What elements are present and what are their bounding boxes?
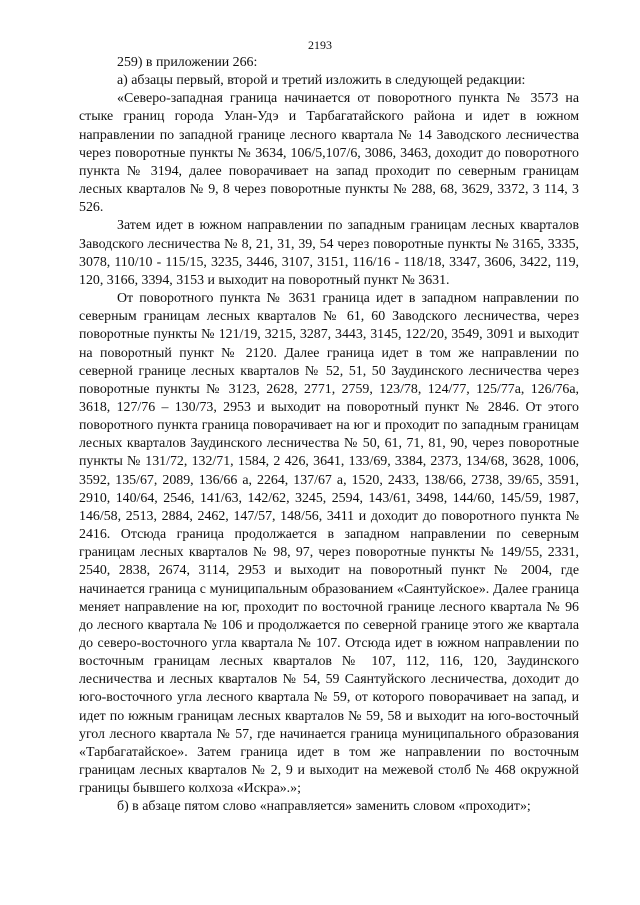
page-number: 2193: [308, 38, 332, 52]
paragraph-boundary-west: От поворотного пункта № 3631 граница идет в западном направлении по северным границам лесных кварталов № 61, 60 Заводского лесничества, через поворотные пункты № 121/19, 3215, 3287, 3443, 3145, 122/20, 3549, 3091 и выходит на поворотный пункт № 2120. Далее граница идет в том же направлении по северной границе лесных кварталов № 52, 51, 50 Заудинского лесничества через поворотные пункты № 3123, 2628, 2771, 2759, 123/78, 124/77, 125/77а, 126/76а, 3618, 127/76 – 130/73, 2953 и выходит на поворотный пункт № 2846. От этого поворотного пункта граница поворачивает на юг и проходит по западным границам лесных кварталов Заудинского лесничества № 50, 61, 71, 81, 90, через поворотные пункты № 131/72, 132/71, 1584, 2 426, 3641, 133/69, 3384, 2373, 134/68, 3628, 1006, 3592, 135/67, 2089, 136/66 а, 2264, 137/67 а, 1520, 2433, 138/66, 2738, 39/65, 3591, 2910, 140/64, 2546, 141/63, 142/62, 3245, 2594, 143/61, 3498, 144/60, 145/59, 1987, 146/58, 2513, 2884, 2462, 147/57, 148/56, 3411 и доходит до поворотного пункта № 2416. Отсюда граница продолжается в западном направлении по северным границам лесных кварталов № 98, 97, через поворотные пункты № 149/55, 2331, 2540, 2838, 2674, 3114, 2953 и выходит на поворотный пункт № 2004, где начинается граница с муниципальным образованием «Саянтуйское». Далее граница меняет направление на юг, проходит по восточной границе лесного квартала № 96 до лесного квартала № 106 и продолжается по северной границе этого же квартала до северо-восточного угла квартала № 107. Отсюда идет в южном направлении по восточным границам лесных кварталов № 107, 112, 116, 120, Заудинского лесничества и лесных кварталов № 54, 59 Саянтуйского лесничества, доходит до юго-восточного угла лесного квартала № 59, от которого поворачивает на запад, и идет по южным границам лесных кварталов № 59, 58 и выходит на юго-восточный угол лесного квартала № 57, где начинается граница муниципального образования «Тарбагатайское». Затем граница идет в том же направлении по восточным границам лесных кварталов № 2, 9 и выходит на межевой столб № 468 окружной границы бывшего колхоза «Искра».»;: [79, 291, 579, 797]
paragraph-subitem-b: б) в абзаце пятом слово «направляется» заменить словом «проходит»;: [117, 799, 531, 815]
paragraph-northwest-boundary-start: «Северо-западная граница начинается от поворотного пункта № 3573 на стыке границ города Улан-Удэ и Тарбагатайского района и идет в южном направлении по западной границе лесного квартала № 14 Заводского лесничества через поворотные пункты № 3634, 106/5,107/6, 3086, 3463, доходит до поворотного пункта № 3194, далее поворачивает на запад проходит по северным границам лесных кварталов № 9, 8 через поворотные пункты № 288, 68, 3629, 3372, 3 114, 3 526.: [79, 91, 579, 216]
paragraph-item-number: 259) в приложении 266:: [117, 55, 258, 70]
document-body: [79, 54, 579, 817]
paragraph-boundary-south: Затем идет в южном направлении по западным границам лесных кварталов Заводского лесничества № 8, 21, 31, 39, 54 через поворотные пункты № 3165, 3335, 3078, 110/10 - 115/15, 3235, 3446, 3107, 3151, 116/16 - 118/18, 3347, 3606, 3422, 119, 120, 3166, 3394, 3153 и выходит на поворотный пункт № 3631.: [79, 218, 579, 288]
paragraph-subitem-a: а) абзацы первый, второй и третий изложить в следующей редакции:: [117, 73, 526, 89]
